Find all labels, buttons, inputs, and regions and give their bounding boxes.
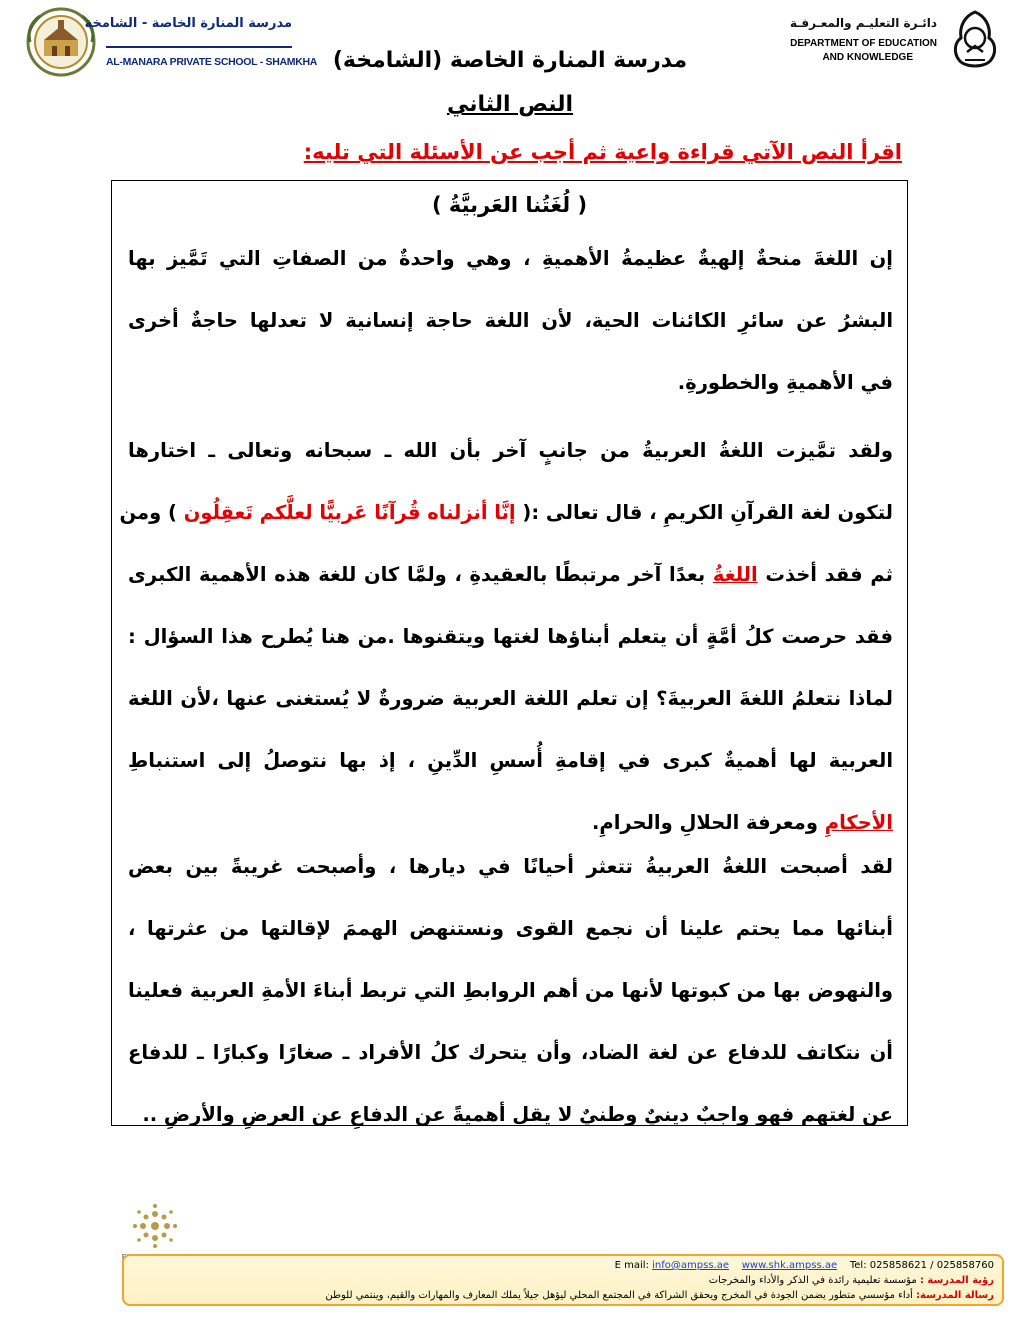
website-link[interactable]: www.shk.ampss.ae xyxy=(741,1260,838,1271)
paragraph-line: أن نتكاتف للدفاع عن لغة الضاد، وأن يتحرك كلُ الأفراد ـ صغارًا وكبارًا ـ للدفاع xyxy=(128,1041,893,1064)
footer-vision-row xyxy=(132,1275,994,1286)
paragraph-line: لقد أصبحت اللغةُ العربيةُ تتعثر أحيانًا في ديارها ، وأصبحت غريبةً بين بعض xyxy=(128,855,893,878)
paragraph-line: أبنائها مما يحتم علينا أن نجمع القوى ونستنهض الهممَ لإقالتها من عثرتها ، xyxy=(128,917,893,940)
school-name-english: AL-MANARA PRIVATE SCHOOL - SHAMKHA xyxy=(106,56,318,68)
text-title: النص الثاني xyxy=(446,92,574,117)
school-name-arabic: مدرسة المنارة الخاصة - الشامخة xyxy=(84,16,292,31)
paragraph-line: فقد حرصت كلُ أمَّةٍ أن يتعلم أبناؤها لغتها ويتقنوها .من هنا يُطرح هذا السؤال : xyxy=(128,625,893,648)
paragraph-line: العربية لها أهميةٌ كبرى في إقامةِ أُسسِ الدِّينِ ، إذ بها نتوصلُ إلى استنباطِ xyxy=(128,749,893,772)
reading-instruction: اقرأ النص الآتي قراءة واعية ثم أجب عن الأسئلة التي تليه: xyxy=(303,140,902,164)
mission-text: أداء مؤسسي متطور يضمن الجودة في المخرج ويحقق الشراكة في المجتمع المحلي ليؤهل جيلاً يملك المعارف والمهارات والقيم، وينتمي للوطن xyxy=(325,1290,913,1301)
school-title: مدرسة المنارة الخاصة (الشامخة) xyxy=(332,48,688,73)
paragraph-line: في الأهميةِ والخطورةِ. xyxy=(677,371,893,394)
paragraph-line: لماذا نتعلمُ اللغةَ العربيةَ؟ إن تعلم اللغة العربية ضرورةٌ لا يُستغنى عنها ،لأن اللغة xyxy=(128,687,893,710)
paragraph-line xyxy=(128,555,893,617)
line-text: ) ومن xyxy=(119,501,177,524)
paragraph-line: والنهوض بها من كبوتها لأنها من أهم الروابطِ التي تربط أبناءَ الأمةِ العربية فعلينا xyxy=(128,979,893,1002)
quran-verse: إنَّا أنزلناه قُرآنًا عَربيًّا لعلَّكم تَعقِلُون xyxy=(176,501,523,524)
mission-label: رسالة المدرسة: xyxy=(916,1290,994,1301)
department-name-english-line2: AND KNOWLEDGE xyxy=(822,52,913,63)
contact-details xyxy=(615,1260,994,1271)
department-name-english-line1: DEPARTMENT OF EDUCATION xyxy=(790,38,937,49)
paragraph-2 xyxy=(119,431,893,865)
paragraph-line: عن لغتهم فهو واجبٌ دينيٌ وطنيٌ لا يقل أهميةً عن الدفاعِ عن العرضِ والأرضِ .. xyxy=(142,1103,893,1126)
footer-contact-row xyxy=(132,1260,994,1271)
passage-heading: ( لُغَتُنا العَربيَّةُ ) xyxy=(431,193,588,217)
paragraph-line xyxy=(119,493,893,555)
paragraph-1 xyxy=(128,239,893,425)
paragraph-line: البشرُ عن سائرِ الكائنات الحية، لأن اللغة حاجة إنسانية لا تعدلها حاجةٌ أخرى xyxy=(128,309,893,332)
department-name-arabic: دائـرة التعليـم والمعـرفـة xyxy=(789,16,937,30)
email-link[interactable]: info@ampss.ae xyxy=(652,1260,729,1271)
highlighted-word: الأحكامِ xyxy=(824,811,893,834)
line-text: ثم فقد أخذت xyxy=(757,563,893,586)
passage-box xyxy=(111,180,908,1126)
vision-text: مؤسسة تعليمية رائدة في الذكر والأداء والمخرجات xyxy=(708,1275,917,1286)
phone-numbers: Tel: 025858621 / 025858760 xyxy=(849,1260,994,1271)
highlighted-word: اللغةُ xyxy=(712,563,758,586)
vision-label: رؤية المدرسة : xyxy=(919,1275,994,1286)
line-text: لتكون لغة القرآنِ الكريمِ ، قال تعالى :( xyxy=(522,501,893,524)
email-label: E mail: xyxy=(614,1260,649,1271)
line-text: ومعرفة الحلالِ والحرامِ. xyxy=(592,811,825,834)
paragraph-3 xyxy=(128,847,893,1157)
paragraph-line: ولقد تمَّيزت اللغةُ العربيةُ من جانبٍ آخر بأن الله ـ سبحانه وتعالى ـ اختارها xyxy=(128,439,893,462)
paragraph-line: إن اللغةَ منحةٌ إلهيةٌ عظيمةُ الأهميةِ ، وهي واحدةٌ من الصفاتِ التي تَمَّيز بها xyxy=(128,247,893,270)
footer-contact-box xyxy=(122,1254,1004,1306)
line-text: بعدًا آخر مرتبطًا بالعقيدةِ ، ولمَّا كان للغة هذه الأهمية الكبرى xyxy=(128,563,713,586)
footer-mission-row xyxy=(132,1290,994,1301)
